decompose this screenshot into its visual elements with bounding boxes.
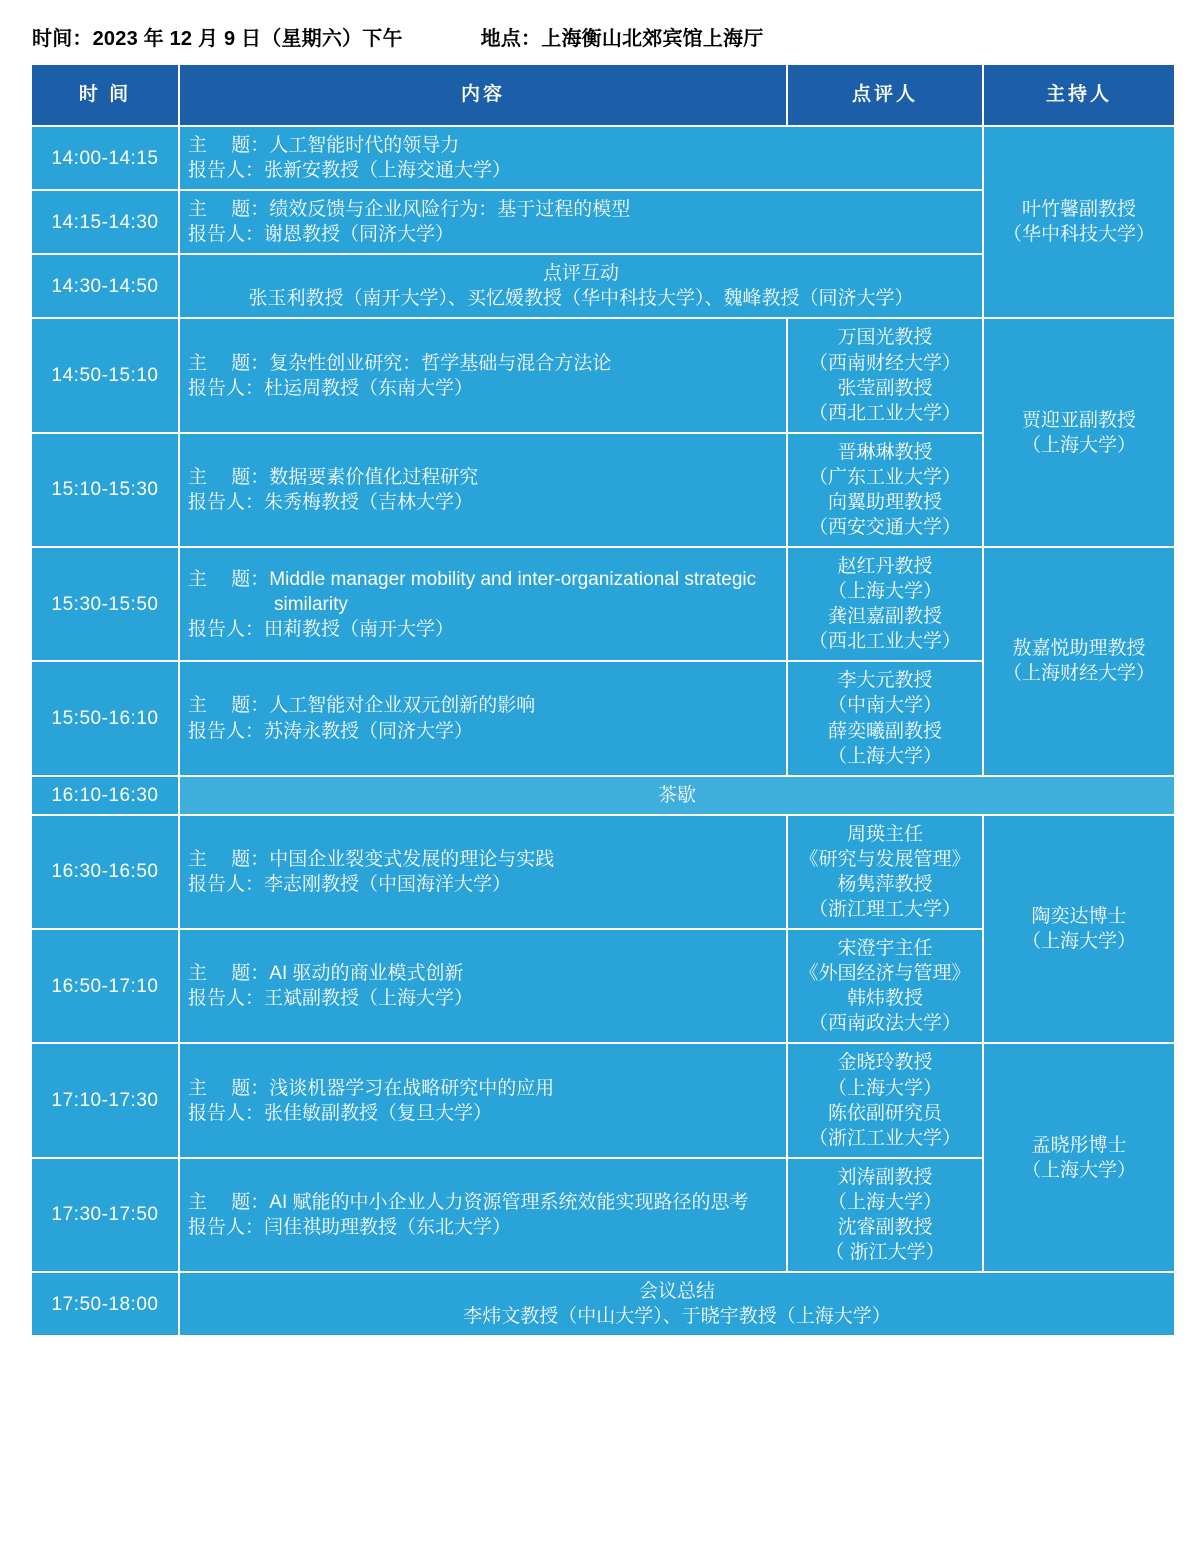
reviewer-line: 周瑛主任: [846, 823, 923, 845]
table-row: [31, 776, 1175, 815]
topic-text: Middle manager mobility and inter-organizational strategic similarity: [269, 568, 757, 615]
reviewer-line: 金晓玲教授: [837, 1052, 933, 1074]
cell-host: [983, 318, 1175, 547]
meta-time: 时间：2023 年 12 月 9 日（星期六）下午: [32, 28, 403, 50]
summary-title: 会议总结: [638, 1281, 715, 1303]
topic-line: [188, 133, 974, 158]
host-affil: （上海大学）: [1021, 434, 1136, 456]
cell-content: [179, 1043, 787, 1157]
cell-time: 15:10-15:30: [31, 433, 179, 547]
speaker-line: [188, 222, 974, 247]
topic-label: 主 题：: [188, 695, 270, 717]
topic-line: [188, 961, 778, 986]
reviewer-line: 张莹副教授: [837, 377, 933, 399]
speaker-label: 报告人：: [188, 988, 265, 1010]
header-reviewer: 点评人: [787, 64, 983, 126]
reviewer-line: 晋琳琳教授: [837, 441, 933, 463]
topic-line: [188, 567, 778, 617]
speaker-label: 报告人：: [188, 720, 265, 742]
cell-break: 茶歇: [179, 776, 1175, 815]
reviewer-line: （上海大学）: [827, 581, 942, 603]
cell-time: 14:15-14:30: [31, 190, 179, 254]
cell-content: [179, 661, 787, 775]
speaker-text: 苏涛永教授（同济大学）: [264, 720, 474, 742]
speaker-line: [188, 1101, 778, 1126]
cell-reviewer: [787, 318, 983, 432]
cell-host: [983, 547, 1175, 776]
speaker-line: [188, 490, 778, 515]
reviewer-line: 沈睿副教授: [837, 1216, 933, 1238]
reviewer-line: （西安交通大学）: [808, 517, 961, 539]
topic-text: 数据要素价值化过程研究: [269, 466, 479, 488]
reviewer-line: 宋澄宇主任: [837, 938, 933, 960]
cell-time: 15:50-16:10: [31, 661, 179, 775]
cell-time: 17:10-17:30: [31, 1043, 179, 1157]
reviewer-line: 刘涛副教授: [837, 1166, 933, 1188]
speaker-label: 报告人：: [188, 873, 265, 895]
reviewer-line: （上海大学）: [827, 1191, 942, 1213]
interaction-title: 点评互动: [542, 263, 619, 285]
speaker-line: [188, 617, 778, 642]
reviewer-line: 薛奕曦副教授: [827, 720, 942, 742]
reviewer-line: 陈依副研究员: [827, 1102, 942, 1124]
speaker-text: 谢恩教授（同济大学）: [264, 224, 455, 246]
speaker-text: 田莉教授（南开大学）: [264, 618, 455, 640]
speaker-label: 报告人：: [188, 224, 265, 246]
cell-time: 16:50-17:10: [31, 929, 179, 1043]
topic-line: [188, 465, 778, 490]
table-row: [31, 547, 1175, 661]
speaker-line: [188, 158, 974, 183]
speaker-label: 报告人：: [188, 1102, 265, 1124]
cell-time: 17:50-18:00: [31, 1272, 179, 1336]
speaker-label: 报告人：: [188, 491, 265, 513]
agenda-table: [30, 63, 1176, 1337]
topic-line: [188, 693, 778, 718]
cell-reviewer: [787, 661, 983, 775]
reviewer-line: 杨隽萍教授: [837, 873, 933, 895]
host-affil: （上海财经大学）: [1002, 663, 1155, 685]
meta-place: 地点：上海衡山北郊宾馆上海厅: [480, 28, 764, 50]
reviewer-line: （广东工业大学）: [808, 466, 961, 488]
host-name: 陶奕达博士: [1031, 906, 1127, 928]
cell-summary: [179, 1272, 1175, 1336]
topic-label: 主 题：: [188, 1191, 270, 1213]
cell-reviewer: [787, 1158, 983, 1272]
topic-label: 主 题：: [188, 135, 270, 156]
topic-label: 主 题：: [188, 568, 270, 590]
cell-host: [983, 126, 1175, 318]
cell-reviewer: [787, 547, 983, 661]
cell-content: [179, 190, 983, 254]
topic-line: [188, 197, 974, 222]
table-row: [31, 815, 1175, 929]
speaker-text: 李志刚教授（中国海洋大学）: [264, 873, 512, 895]
reviewer-line: 万国光教授: [837, 327, 933, 349]
speaker-text: 闫佳祺助理教授（东北大学）: [264, 1216, 512, 1238]
reviewer-line: 《研究与发展管理》: [799, 848, 971, 870]
speaker-line: [188, 1215, 778, 1240]
host-name: 敖嘉悦助理教授: [1012, 638, 1146, 660]
reviewer-line: （西北工业大学）: [808, 402, 961, 424]
header-host: 主持人: [983, 64, 1175, 126]
cell-time: 14:00-14:15: [31, 126, 179, 190]
topic-label: 主 题：: [188, 352, 270, 374]
host-affil: （上海大学）: [1021, 1159, 1136, 1181]
host-name: 叶竹馨副教授: [1021, 199, 1136, 221]
table-row: [31, 318, 1175, 432]
cell-content: [179, 126, 983, 190]
topic-text: 浅谈机器学习在战略研究中的应用: [269, 1077, 555, 1099]
speaker-label: 报告人：: [188, 1216, 265, 1238]
cell-reviewer: [787, 929, 983, 1043]
speaker-text: 张新安教授（上海交通大学）: [264, 160, 512, 182]
header-row: [31, 64, 1175, 126]
reviewer-line: （ 浙江大学）: [825, 1241, 945, 1263]
speaker-label: 报告人：: [188, 377, 265, 399]
speaker-line: [188, 986, 778, 1011]
topic-line: [188, 351, 778, 376]
table-header: [31, 64, 1175, 126]
topic-label: 主 题：: [188, 466, 270, 488]
cell-time: 17:30-17:50: [31, 1158, 179, 1272]
reviewer-line: （西北工业大学）: [808, 631, 961, 653]
cell-interaction: [179, 254, 983, 318]
topic-line: [188, 847, 778, 872]
header-time: 时 间: [31, 64, 179, 126]
topic-label: 主 题：: [188, 848, 270, 870]
reviewer-line: （上海大学）: [827, 1077, 942, 1099]
table-row: [31, 1043, 1175, 1157]
table-row: [31, 1272, 1175, 1336]
reviewer-line: 李大元教授: [837, 670, 933, 692]
meta-line: [32, 22, 1174, 51]
speaker-text: 王斌副教授（上海大学）: [264, 988, 474, 1010]
cell-reviewer: [787, 1043, 983, 1157]
topic-label: 主 题：: [188, 1077, 270, 1099]
cell-reviewer: [787, 433, 983, 547]
host-affil: （华中科技大学）: [1002, 224, 1155, 246]
topic-text: 人工智能对企业双元创新的影响: [269, 695, 536, 717]
reviewer-line: （西南政法大学）: [808, 1013, 961, 1035]
topic-text: AI 驱动的商业模式创新: [269, 963, 464, 985]
reviewer-line: 《外国经济与管理》: [799, 963, 971, 985]
cell-time: 16:30-16:50: [31, 815, 179, 929]
topic-line: [188, 1076, 778, 1101]
host-name: 贾迎亚副教授: [1021, 409, 1136, 431]
cell-time: 14:50-15:10: [31, 318, 179, 432]
reviewer-line: （浙江工业大学）: [808, 1127, 961, 1149]
reviewer-line: （上海大学）: [827, 745, 942, 767]
topic-text: 复杂性创业研究：哲学基础与混合方法论: [269, 352, 612, 374]
reviewer-line: （中南大学）: [827, 695, 942, 717]
cell-content: [179, 547, 787, 661]
cell-host: [983, 1043, 1175, 1272]
speaker-line: [188, 719, 778, 744]
reviewer-line: 赵红丹教授: [837, 556, 933, 578]
cell-content: [179, 929, 787, 1043]
header-content: 内容: [179, 64, 787, 126]
speaker-text: 朱秀梅教授（吉林大学）: [264, 491, 474, 513]
speaker-label: 报告人：: [188, 160, 265, 182]
table-row: [31, 126, 1175, 190]
cell-content: [179, 318, 787, 432]
interaction-people: 张玉利教授（南开大学）、买忆媛教授（华中科技大学）、魏峰教授（同济大学）: [248, 288, 914, 310]
cell-reviewer: [787, 815, 983, 929]
speaker-text: 张佳敏副教授（复旦大学）: [264, 1102, 493, 1124]
reviewer-line: 龚泹嘉副教授: [827, 606, 942, 628]
speaker-text: 杜运周教授（东南大学）: [264, 377, 474, 399]
topic-label: 主 题：: [188, 199, 270, 221]
speaker-line: [188, 376, 778, 401]
summary-people: 李炜文教授（中山大学）、于晓宇教授（上海大学）: [463, 1306, 891, 1328]
cell-time: 15:30-15:50: [31, 547, 179, 661]
cell-content: [179, 815, 787, 929]
topic-text: AI 赋能的中小企业人力资源管理系统效能实现路径的思考: [269, 1191, 749, 1213]
cell-content: [179, 433, 787, 547]
cell-time: 16:10-16:30: [31, 776, 179, 815]
table-body: [31, 126, 1175, 1336]
speaker-label: 报告人：: [188, 618, 265, 640]
host-affil: （上海大学）: [1021, 931, 1136, 953]
host-name: 孟晓彤博士: [1031, 1134, 1127, 1156]
topic-text: 绩效反馈与企业风险行为：基于过程的模型: [269, 199, 631, 221]
reviewer-line: （浙江理工大学）: [808, 899, 961, 921]
reviewer-line: （西南财经大学）: [808, 352, 961, 374]
topic-text: 人工智能时代的领导力: [269, 135, 460, 156]
speaker-line: [188, 872, 778, 897]
topic-text: 中国企业裂变式发展的理论与实践: [269, 848, 555, 870]
topic-line: [188, 1190, 778, 1215]
cell-content: [179, 1158, 787, 1272]
reviewer-line: 韩炜教授: [846, 988, 923, 1010]
cell-time: 14:30-14:50: [31, 254, 179, 318]
topic-label: 主 题：: [188, 963, 270, 985]
cell-host: [983, 815, 1175, 1044]
reviewer-line: 向翼助理教授: [827, 491, 942, 513]
